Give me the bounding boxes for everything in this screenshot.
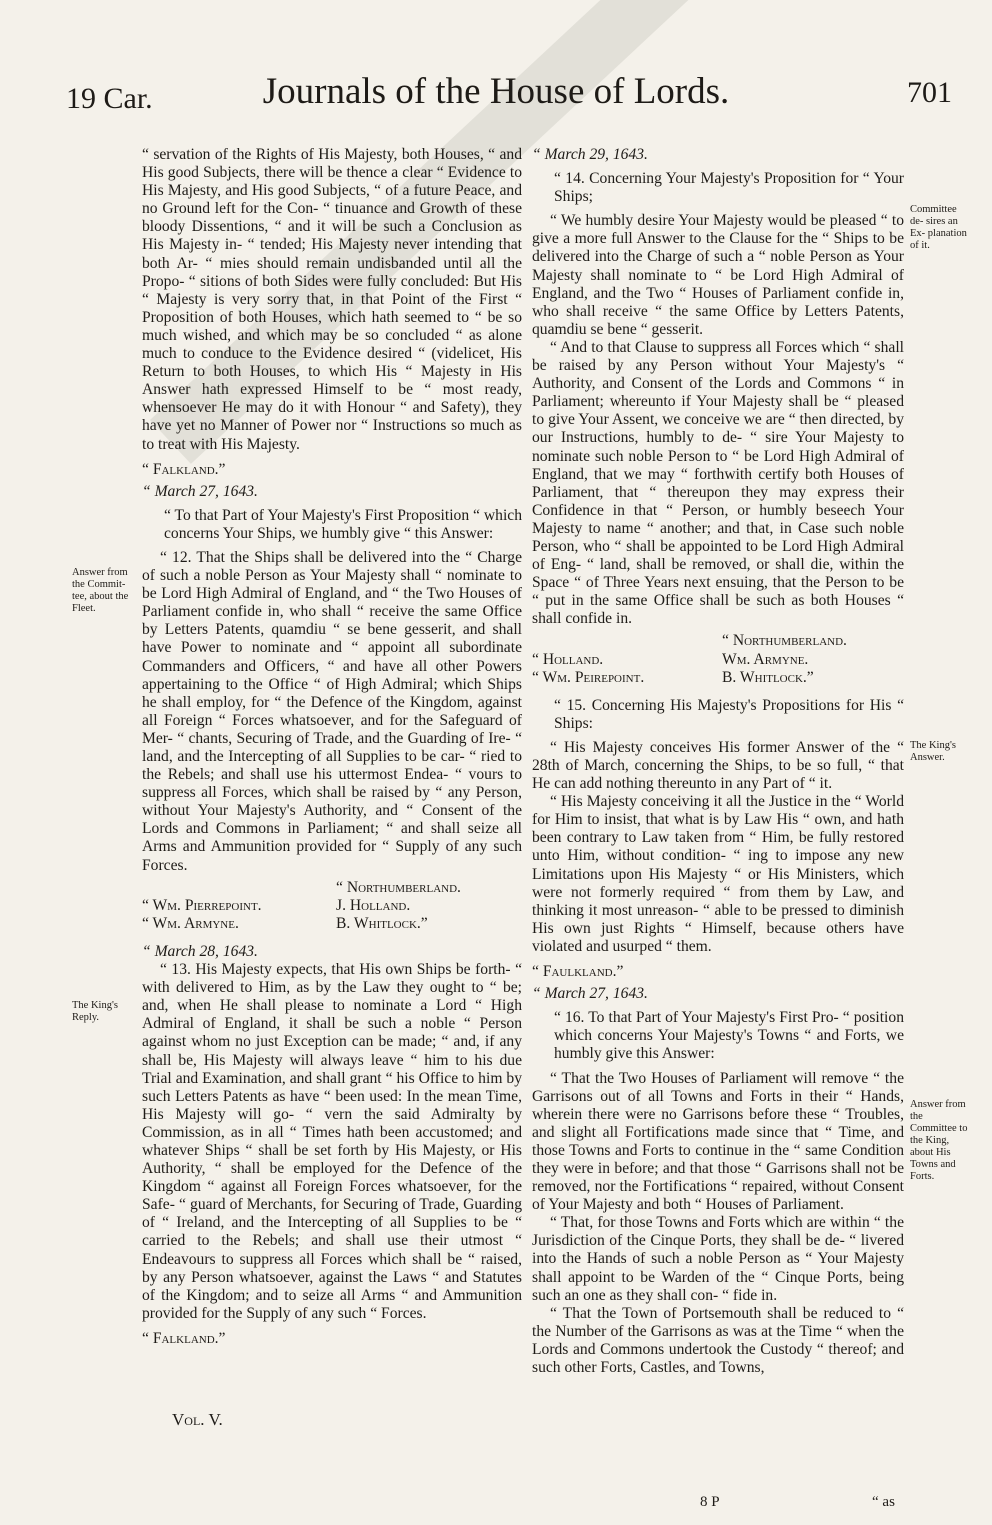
catchword: “ as [872,1494,895,1510]
running-head-left: 19 Car. [66,82,153,115]
signature-mark: 8 P [700,1494,720,1510]
article-12: “ 12. That the Ships shall be delivered into the “ Charge of such a noble Person as Your Majesty shall “ nominate to be Lord High Admiral of England, and “ the Two Houses of Parliament confide in, who shall “ receive the same Office by Letters Patents, quamdiu “ se bene gesserit, and shall have Power to nominate and “ appoint all subordinate Commanders and Officers, “ and have all other Powers appertaining to the Office “ of High Admiral; which Ships he shall employ, for “ the Defence of the Kingdom, against all Foreign “ Forces whatsoever, and for the Safeguard of Mer- “ chants, Securing of Trade, and the Guarding of Ire- “ land, and the Intercepting of all Supplies to be car- “ ried to the Rebels; and shall use his uttermost Endea- “ vours to suppress all Forces, which shall be raised by “ any Person, without Your Majesty's Authority, and “ Consent of the Lords and Commons in Parliament; “ and shall seize all Arms and Ammunition provided for “ Supply of any such Forces. [142,548,522,874]
signature-falkland: “ Falkland.” [142,460,226,478]
margin-note-answer-fleet: Answer from the Commit- tee, about the Fleet. [72,567,129,614]
proposition-heading-14: “ 14. Concerning Your Majesty's Proposition for “ Your Ships; [554,170,904,206]
margin-note-answer-towns: Answer from the Committee to the King, about His Towns and Forts. [910,1099,968,1182]
date-heading: “ March 28, 1643. [142,942,258,960]
signature: “ Wm. Peirepoint. [532,668,645,686]
page-header [0,70,992,140]
page-title: Journals of the House of Lords. [262,71,730,112]
article-16-part-1: “ That the Two Houses of Parliament will remove “ the Garrisons out of all Towns and Forts in their “ Hands, wherein there were no Garrisons before these “ Troubles, and slight all Fortifications made since that “ Time, and those Towns and Forts to continue in the “ same Condition they were in before; and that those “ Garrisons shall not be removed, nor the Fortifications “ repaired, without Consent of Your Majesty and both “ Houses of Parliament. [532,1069,904,1214]
article-14-part-2: “ And to that Clause to suppress all Forces which “ shall be raised by any Person without Your Majesty's “ Authority, and Consent of the Lords and Commons “ in Parliament; whereunto if Your Majesty shall be “ pleased to give Your Assent, we conceive we are “ then directed, by our Instructions, humbly to de- “ sire Your Majesty to nominate such noble Person to “ be Lord High Admiral of England, that we may “ forthwith certify both Houses of Parliament, that “ thereupon they may express their Confidence in that “ Person, or humbly beseech Your Majesty to name “ another; and that, in Case such noble Person, who “ shall be appointed to be Lord High Admiral of Eng- “ land, shall be removed, or shall die, within the Space “ of Three Years next ensuing, that the Person to be “ put in the same Office shall be such as both Houses “ shall confide in. [532,338,904,628]
date-heading: “ March 27, 1643. [532,985,648,1003]
signature-block-14 [532,632,904,686]
proposition-heading-15: “ 15. Concerning His Majesty's Propositions for His “ Ships: [554,696,904,732]
volume-label: Vol. V. [172,1410,223,1429]
article-16-part-3: “ That the Town of Portsemouth shall be reduced to “ the Number of the Garrisons as was at the Time “ when the Lords and Commons undertook the Custody “ thereof; and such other Forts, Castles, and Towns, [532,1304,904,1376]
article-15-part-2: “ His Majesty conceiving it all the Justice in the “ World for Him to insist, that what is by Law His “ own, and hath been contrary to Law taken from “ Him, be fully restored unto Him, without condition- “ ing to impose any new Limitations upon His Majesty “ or His Ministers, which were not formerly required “ from them by Law, and thinking it most unreason- “ able to be pressed to diminish His own just Rights “ Himself, because others have violated and usurped “ them. [532,793,904,955]
signature: J. Holland. [336,896,411,914]
page-number: 701 [907,76,952,109]
article-13: “ 13. His Majesty expects, that His own Ships be forth- “ with delivered to Him, as by the Law they ought to “ be; and, when He shall please to nominate a Lord “ High Admiral of England, it shall be such a noble “ Person against whom no just Exception can be made; “ and, if any shall be, His Majesty will always leave “ him to his due Trial and Examination, and shall grant “ his Office to him by such Letters Patents as have “ been used: In the mean Time, His Majesty will go- “ vern the said Admiralty by Commission, as in all “ Times hath been accustomed; and whatever Ships “ shall be set forth by His Majesty, or His Authority, “ shall be employed for the Defence of the Kingdom “ against all Foreign Forces whatsoever, for the Safe- “ guard of Merchants, for Securing of Trade, Guarding of “ Ireland, and the Intercepting of all Supplies to be “ carried to the Rebels; and shall use their utmost “ Endeavours to suppress all Forces which shall be “ raised, by any Person whatsoever, against the Laws “ and Statutes of the Kingdom; and to seize all Arms “ and Ammunition provided for the Supply of any such “ Forces. [142,961,522,1322]
signature: B. Whitlock.” [336,914,428,932]
signature-faulkland: “ Faulkland.” [532,963,624,981]
signature: “ Wm. Pierrepoint. [142,896,262,914]
margin-note-kings-reply: The King's Reply. [72,1000,118,1023]
signature: “ Northumberland. [336,878,461,896]
signature-falkland: “ Falkland.” [142,1329,226,1347]
date-heading: “ March 27, 1643. [142,482,258,500]
proposition-heading-12: “ To that Part of Your Majesty's First Proposition “ which concerns Your Ships, we humbly give “ this Answer: [164,506,522,542]
article-15-part-1: “ His Majesty conceives His former Answer of the “ 28th of March, concerning the Ships, to be so full, “ that He can add nothing thereunto in any Part of “ it. [532,738,904,793]
signature: “ Northumberland. [722,632,847,650]
signature: Wm. Armyne. [722,650,809,668]
proposition-heading-16: “ 16. To that Part of Your Majesty's First Pro- “ position which concerns Your Majesty's Towns “ and Forts, we humbly give this Answer: [554,1009,904,1063]
signature-block-12 [142,879,522,933]
date-heading: “ March 29, 1643. [532,146,648,163]
signature: “ Holland. [532,650,604,668]
margin-note-committee-desires: Committee de- sires an Ex- planation of it. [910,204,967,251]
continuation-paragraph: “ servation of the Rights of His Majesty, both Houses, “ and His good Subjects, there will be thence a clear “ Evidence to His Majesty, and His good Subjects, “ of a future Peace, and no Ground left for the Con- “ tinuance and Growth of these bloody Dissentions, “ and it will be such a Conclusion as His Majesty in- “ tended; His Majesty never intending that both Ar- “ mies should remain undisbanded until all the Propo- “ sitions of both Sides were fully concluded: But His “ Majesty is very sorry that, in that Point of the First “ Proposition of both Houses, which hath seemed to “ be so much wished, and which may be so concluded “ as alone much to conduce to the Evidence desired “ (videlicet, His Return to both Houses, to which His “ Majesty in His Answer hath expressed Himself to be “ most ready, whensoever He may do it with Honour “ and Safety), they have yet no Manner of Power nor “ Instructions so much as to treat with His Majesty. [142,146,522,453]
left-column [142,146,522,1352]
signature: B. Whitlock.” [722,668,814,686]
margin-note-kings-answer: The King's Answer. [910,740,956,763]
signature: “ Wm. Armyne. [142,914,239,932]
right-column [532,146,904,1377]
article-16-part-2: “ That, for those Towns and Forts which are within “ the Jurisdiction of the Cinque Ports, they shall be de- “ livered into the Hands of such a noble Person as “ Your Majesty shall appoint to be Warden of the “ Cinque Ports, being such an one as they shall con- “ fide in. [532,1214,904,1304]
article-14-part-1: “ We humbly desire Your Majesty would be pleased “ to give a more full Answer to the Clause for the “ Ships to be delivered into the Charge of such a “ noble Person as Your Majesty shall nominate to “ be Lord High Admiral of England, and the Two “ Houses of Parliament confide in, who shall receive “ the same Office by Letters Patents, quamdiu se bene “ gesserit. [532,212,904,338]
